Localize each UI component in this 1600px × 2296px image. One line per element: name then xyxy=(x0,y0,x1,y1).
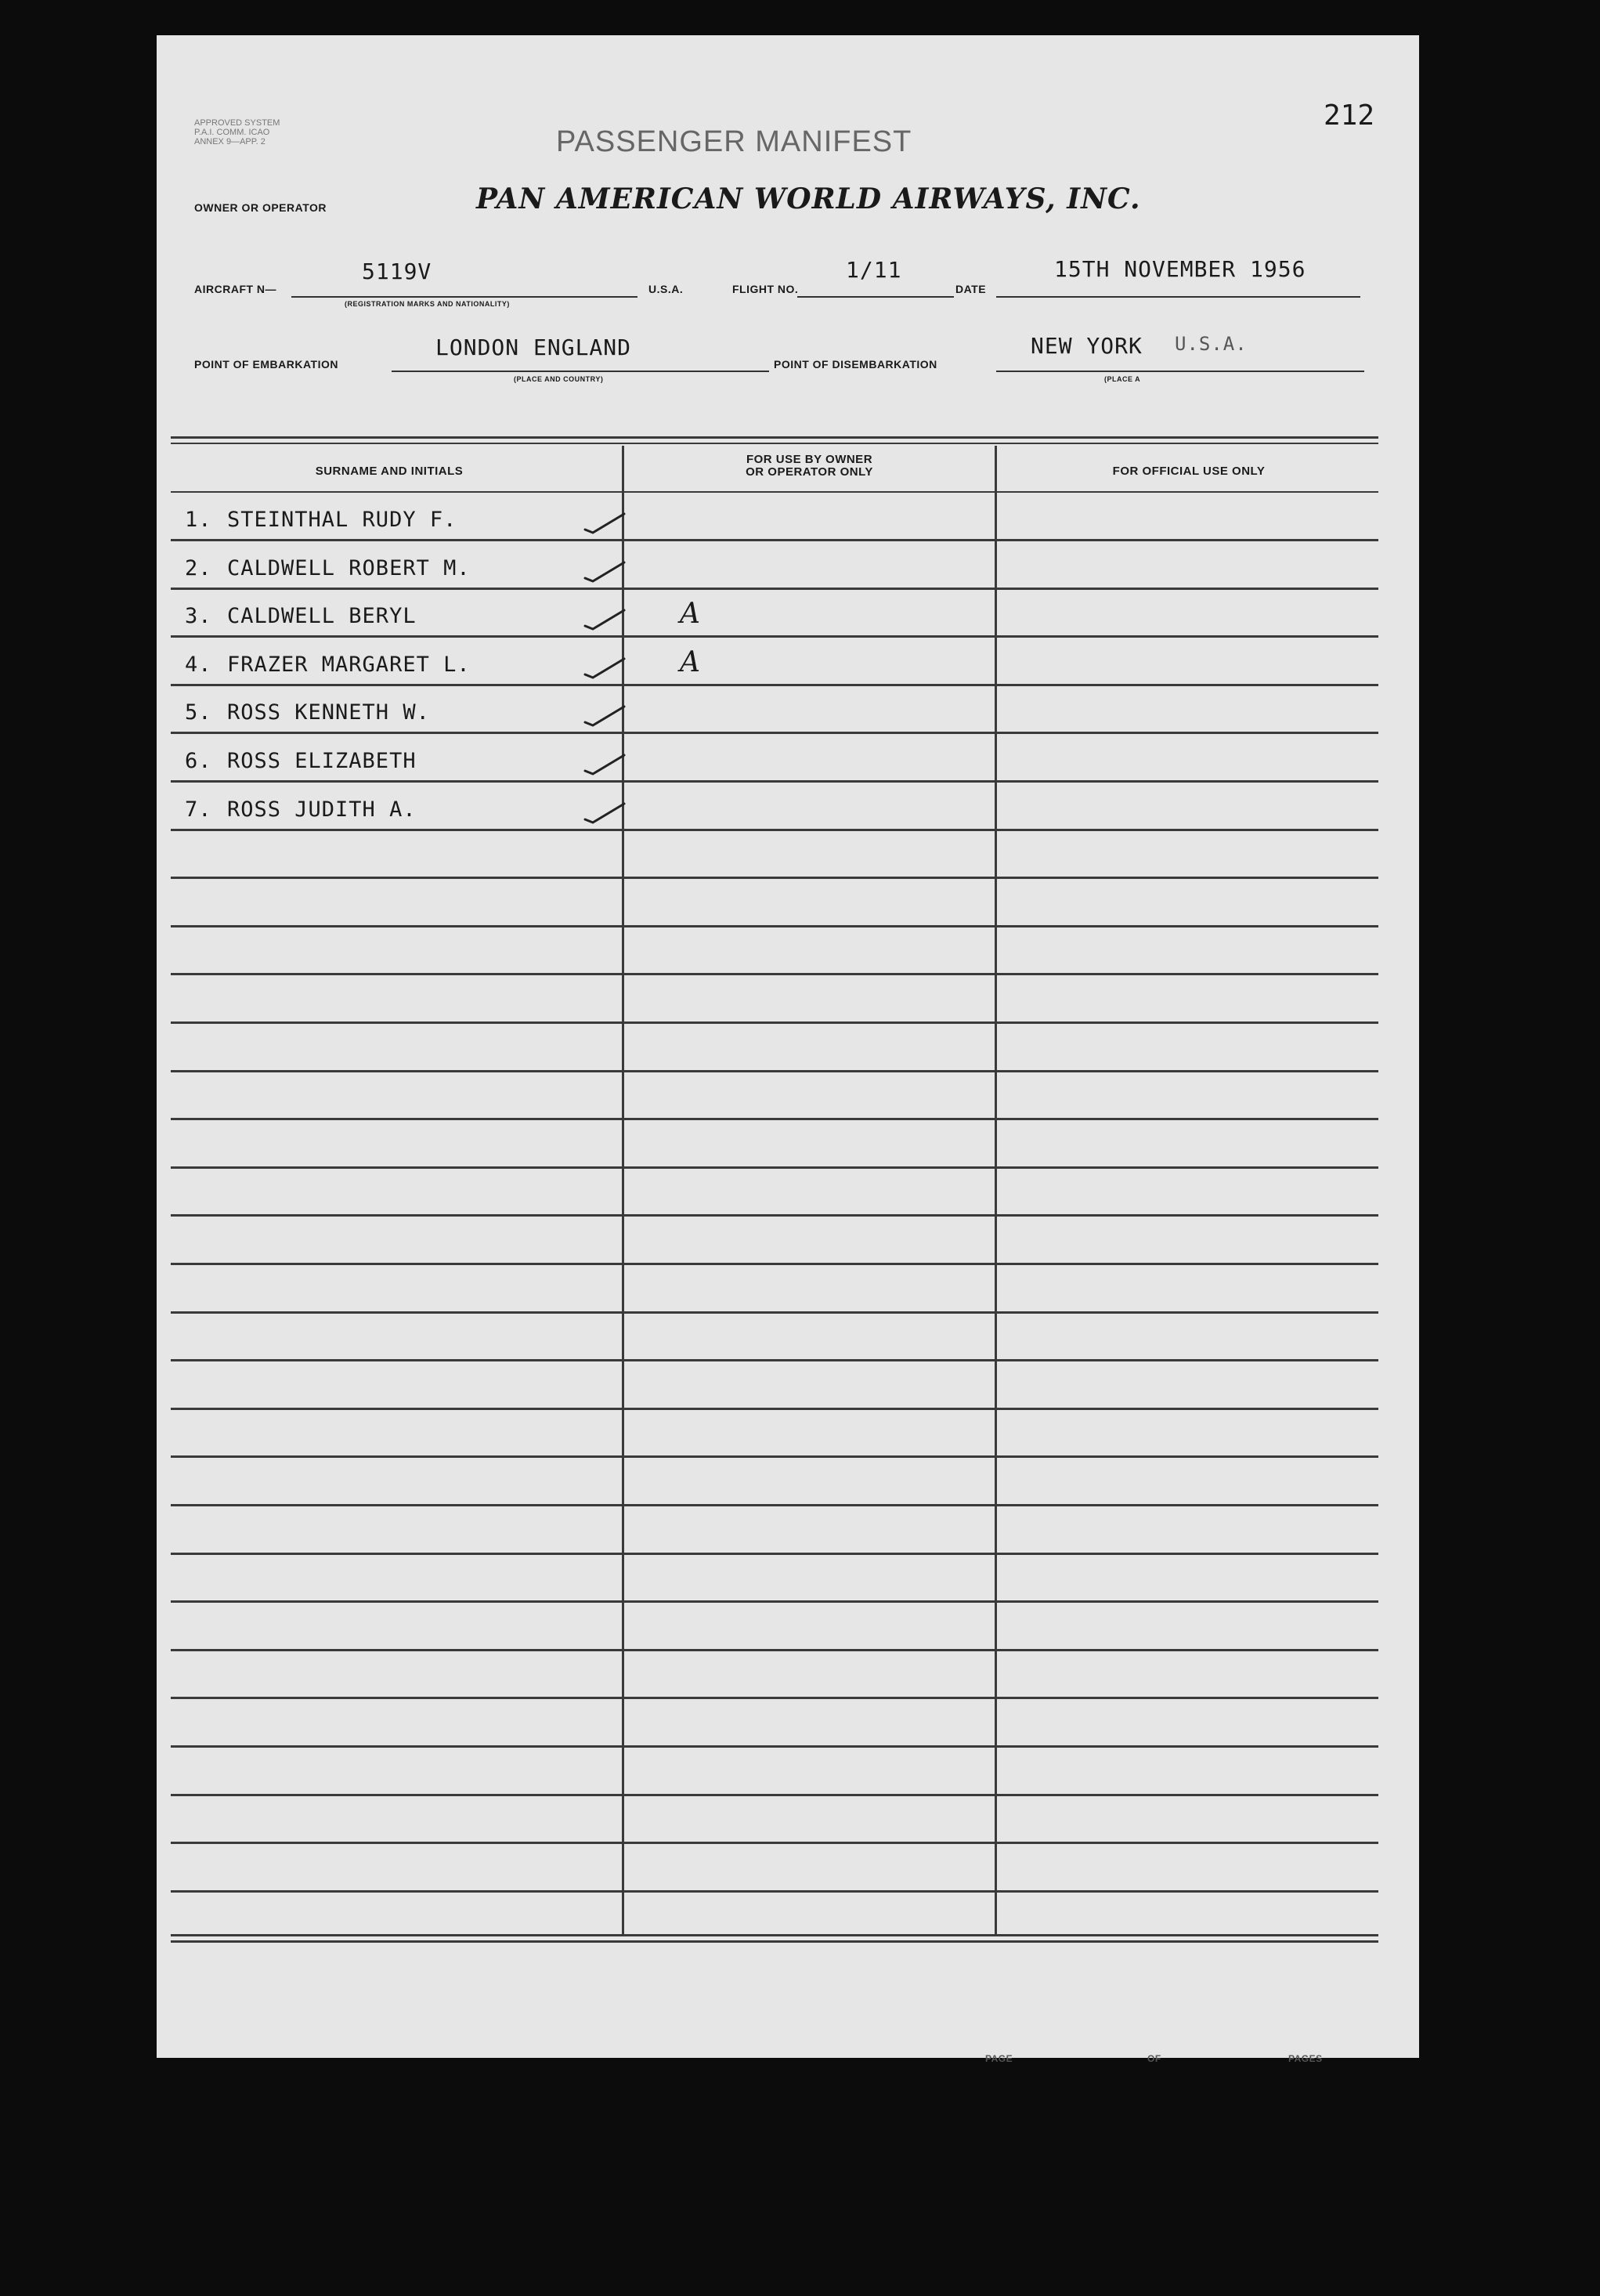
table-row-line xyxy=(171,684,1378,686)
passenger-name: STEINTHAL RUDY F. xyxy=(227,508,457,532)
table-row-line xyxy=(171,925,1378,927)
aircraft-number: 5119V xyxy=(362,259,432,284)
check-mark-icon xyxy=(583,512,626,536)
date-underline xyxy=(996,296,1360,298)
embarkation-value: LONDON ENGLAND xyxy=(435,334,632,360)
table-row-line xyxy=(171,1263,1378,1265)
table-row-line xyxy=(171,829,1378,831)
page-title: PASSENGER MANIFEST xyxy=(556,125,912,158)
table-row-line xyxy=(171,1118,1378,1120)
passenger-name: FRAZER MARGARET L. xyxy=(227,653,471,677)
table-row-line xyxy=(171,1359,1378,1361)
aircraft-label: AIRCRAFT N— xyxy=(194,283,277,295)
check-mark-icon xyxy=(583,754,626,777)
check-mark-icon xyxy=(583,657,626,681)
passenger-number: 2. xyxy=(185,556,212,580)
disembarkation-label: POINT OF DISEMBARKATION xyxy=(774,358,937,371)
column-owner-heading-1: FOR USE BY OWNER xyxy=(746,453,873,466)
operator-name: PAN AMERICAN WORLD AIRWAYS, INC. xyxy=(476,183,1141,215)
table-row-line xyxy=(171,732,1378,734)
passenger-name: CALDWELL ROBERT M. xyxy=(227,556,471,580)
table-row-line xyxy=(171,635,1378,638)
table-bottom-rule-2 xyxy=(171,1940,1378,1943)
registration-caption: (REGISTRATION MARKS AND NATIONALITY) xyxy=(345,300,510,308)
table-row-line xyxy=(171,1070,1378,1072)
check-mark-icon xyxy=(583,705,626,729)
table-row-line xyxy=(171,1021,1378,1024)
passenger-name: CALDWELL BERYL xyxy=(227,604,417,628)
table-row-line xyxy=(171,1214,1378,1217)
table-row-line xyxy=(171,1697,1378,1699)
table-row-line xyxy=(171,1455,1378,1458)
embarkation-underline xyxy=(392,371,769,372)
table-row-line xyxy=(171,1504,1378,1506)
footer-pages-label: PAGES xyxy=(1288,2053,1323,2064)
passenger-number: 6. xyxy=(185,749,212,773)
table-row-line xyxy=(171,973,1378,975)
table-row-line xyxy=(171,780,1378,783)
page-number: 212 xyxy=(1324,99,1375,132)
passenger-name: ROSS JUDITH A. xyxy=(227,797,417,822)
footer-page-label: PAGE xyxy=(985,2053,1013,2064)
passenger-number: 5. xyxy=(185,700,212,725)
column-divider-2 xyxy=(995,446,997,1934)
disembarkation-country: U.S.A. xyxy=(1175,333,1248,355)
date-label-text: DATE xyxy=(955,283,987,295)
passenger-number: 4. xyxy=(185,653,212,677)
embarkation-label: POINT OF EMBARKATION xyxy=(194,358,338,371)
passenger-name: ROSS KENNETH W. xyxy=(227,700,430,725)
handwritten-mark: A xyxy=(680,646,700,678)
passenger-name: ROSS ELIZABETH xyxy=(227,749,417,773)
table-row-line xyxy=(171,1408,1378,1410)
handwritten-mark: A xyxy=(680,598,700,630)
table-row-line xyxy=(171,1745,1378,1748)
header-bottom-rule xyxy=(171,491,1378,493)
table-row-line xyxy=(171,1166,1378,1169)
flight-date: 15TH NOVEMBER 1956 xyxy=(1054,256,1306,282)
usa-label: U.S.A. xyxy=(648,283,684,295)
table-row-line xyxy=(171,1311,1378,1314)
flight-number: 1/11 xyxy=(846,257,902,283)
table-row-line xyxy=(171,1794,1378,1796)
flight-underline xyxy=(797,296,954,298)
table-row-line xyxy=(171,877,1378,879)
place-caption-2: (PLACE A xyxy=(1104,375,1141,383)
table-row-line xyxy=(171,1553,1378,1555)
passenger-number: 1. xyxy=(185,508,212,532)
table-row-line xyxy=(171,1890,1378,1893)
check-mark-icon xyxy=(583,802,626,826)
check-mark-icon xyxy=(583,609,626,632)
table-row-line xyxy=(171,1600,1378,1603)
aircraft-underline xyxy=(291,296,637,298)
owner-label: OWNER OR OPERATOR xyxy=(194,201,327,214)
table-row-line xyxy=(171,1842,1378,1844)
approval-stamp-text: APPROVED SYSTEM P.A.I. COMM. ICAO ANNEX 9—APP. 2 xyxy=(194,118,280,146)
table-top-rule xyxy=(171,436,1378,439)
table-row-line xyxy=(171,1649,1378,1651)
place-caption: (PLACE AND COUNTRY) xyxy=(514,375,604,383)
table-bottom-rule xyxy=(171,1934,1378,1936)
disembarkation-underline xyxy=(996,371,1364,372)
table-row-line xyxy=(171,588,1378,590)
column-owner-heading-2: OR OPERATOR ONLY xyxy=(746,465,873,479)
column-surname-heading: SURNAME AND INITIALS xyxy=(315,465,464,478)
table-row-line xyxy=(171,539,1378,541)
manifest-page xyxy=(157,35,1419,2064)
check-mark-icon xyxy=(583,561,626,584)
passenger-number: 7. xyxy=(185,797,212,822)
footer-of-label: OF xyxy=(1147,2053,1161,2064)
flight-label: FLIGHT NO. xyxy=(732,283,799,295)
table-top-rule-2 xyxy=(171,443,1378,444)
passenger-number: 3. xyxy=(185,604,212,628)
disembarkation-value: NEW YORK xyxy=(1031,333,1143,359)
column-official-heading: FOR OFFICIAL USE ONLY xyxy=(1112,465,1266,478)
